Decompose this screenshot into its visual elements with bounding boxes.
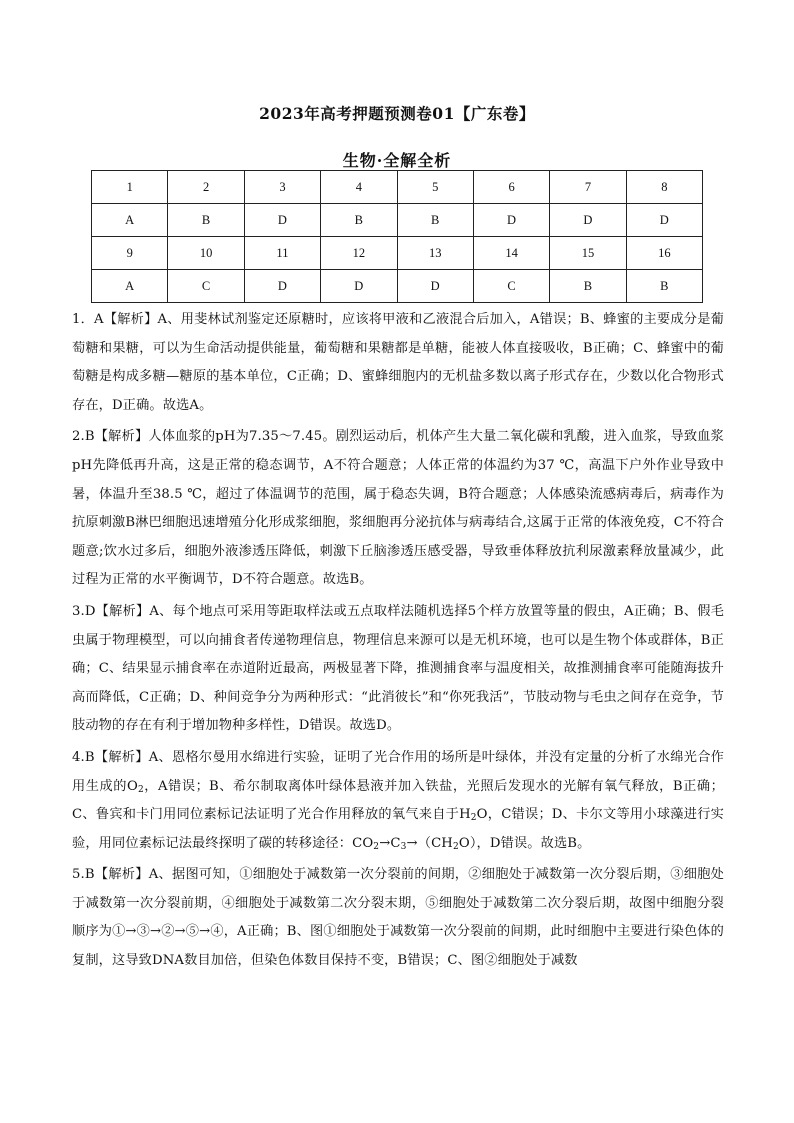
q4-sub-3: 2 xyxy=(373,841,380,852)
question-number-row xyxy=(92,237,703,270)
answer-cell: D xyxy=(626,204,702,237)
question-number-cell: 8 xyxy=(626,171,702,204)
q4-text-3: O，C错误；D、卡尔文等用小球藻进行实验，用同位素标记法最终探明了碳的转移途径：CO xyxy=(72,807,724,851)
q4-text-2: ，A错误；B、希尔制取离体叶绿体悬液并加入铁盐，光照后发现水的光解有氧气释放，B正确；C、鲁宾和卡门用同位素标记法证明了光合作用释放的氧气来自于H xyxy=(72,778,725,823)
q4-text-4: →C xyxy=(379,835,401,851)
explanations-section xyxy=(72,306,724,976)
page-subtitle: 生物·全解全析 xyxy=(342,151,452,170)
question-number-cell: 15 xyxy=(550,237,626,270)
explanation-q2: 2.B【解析】人体血浆的pH为7.35～7.45。剧烈运动后，机体产生大量二氧化碳和乳酸，进入血浆，导致血浆pH先降低再升高，这是正常的稳态调节，A不符合题意；人体正常的体温约为37 ℃，高温下户外作业导致中暑，体温升至38.5 ℃，超过了体温调节的范围，属于稳态失调，B符合题意；人体感染流感病毒后，病毒作为抗原刺激B淋巴细胞迅速增殖分化形成浆细胞，浆细胞再分泌抗体与病毒结合,这属于正常的体液免疫，C不符合题意;饮水过多后，细胞外液渗透压降低，刺激下丘脑渗透压感受器，导致垂体释放抗利尿激素释放量减少，此过程为正常的水平衡调节，D不符合题意。故选B。 xyxy=(72,429,724,588)
answer-cell: D xyxy=(321,270,397,303)
explanation-q4 xyxy=(72,744,724,858)
q4-sub-2: 2 xyxy=(470,813,477,824)
question-number-cell: 12 xyxy=(321,237,397,270)
q4-sub-5: 2 xyxy=(452,841,459,852)
answer-cell: C xyxy=(168,270,244,303)
answer-cell: A xyxy=(92,204,168,237)
question-number-cell: 16 xyxy=(626,237,702,270)
answer-table xyxy=(91,170,703,303)
question-number-cell: 14 xyxy=(473,237,549,270)
answer-cell: B xyxy=(321,204,397,237)
answer-cell: D xyxy=(397,270,473,303)
explanation-q3: 3.D【解析】A、每个地点可采用等距取样法或五点取样法随机选择5个样方放置等量的假虫，A正确；B、假毛虫属于物理模型，可以向捕食者传递物理信息，物理信息来源可以是无机环境，也可以是生物个体或群体，B正确；C、结果显示捕食率在赤道附近最高，两极显著下降，推测捕食率与温度相关，故推测捕食率可能随海拔升高而降低，C正确；D、种间竞争分为两种形式：“此消彼长”和“你死我活”，节肢动物与毛虫之间存在竞争，节肢动物的存在有利于增加物种多样性，D错误。故选D。 xyxy=(72,603,724,734)
answer-cell: C xyxy=(473,270,549,303)
answer-cell: B xyxy=(397,204,473,237)
question-number-cell: 7 xyxy=(550,171,626,204)
q4-sub-1: 2 xyxy=(137,784,144,795)
q4-text-5: →（CH xyxy=(406,835,453,851)
question-number-row xyxy=(92,171,703,204)
explanation-q5: 5.B【解析】A、据图可知，①细胞处于减数第一次分裂前的间期，②细胞处于减数第一次分裂后期，③细胞处于减数第一次分裂前期，④细胞处于减数第二次分裂末期，⑤细胞处于减数第二次分裂后期，故图中细胞分裂顺序为①→③→②→⑤→④，A正确；B、图①细胞处于减数第一次分裂前的间期，此时细胞中主要进行染色体的复制，这导致DNA数目加倍，但染色体数目保持不变，B错误；C、图②细胞处于减数 xyxy=(72,867,724,969)
answer-cell: D xyxy=(550,204,626,237)
page-title: 2023年高考押题预测卷01【广东卷】 xyxy=(259,104,535,123)
question-number-cell: 4 xyxy=(321,171,397,204)
answer-cell: B xyxy=(550,270,626,303)
q4-sub-4: 3 xyxy=(400,841,407,852)
question-number-cell: 10 xyxy=(168,237,244,270)
answer-row xyxy=(92,270,703,303)
question-number-cell: 2 xyxy=(168,171,244,204)
answer-cell: B xyxy=(168,204,244,237)
q4-text-1: 4.B【解析】A、恩格尔曼用水绵进行实验，证明了光合作用的场所是叶绿体，并没有定量的分析了水绵光合作用生成的O xyxy=(72,749,724,794)
question-number-cell: 6 xyxy=(473,171,549,204)
answer-cell: D xyxy=(244,204,320,237)
question-number-cell: 9 xyxy=(92,237,168,270)
answer-cell: D xyxy=(473,204,549,237)
answer-row xyxy=(92,204,703,237)
question-number-cell: 1 xyxy=(92,171,168,204)
explanation-q1: 1．A【解析】A、用斐林试剂鉴定还原糖时，应该将甲液和乙液混合后加入，A错误；B、蜂蜜的主要成分是葡萄糖和果糖，可以为生命活动提供能量，葡萄糖和果糖都是单糖，能被人体直接吸收，B正确；C、蜂蜜中的葡萄糖是构成多糖—糖原的基本单位，C正确；D、蜜蜂细胞内的无机盐多数以离子形式存在，少数以化合物形式存在，D正确。故选A。 xyxy=(72,312,724,413)
answer-cell: A xyxy=(92,270,168,303)
answer-cell: D xyxy=(244,270,320,303)
question-number-cell: 11 xyxy=(244,237,320,270)
question-number-cell: 13 xyxy=(397,237,473,270)
q4-text-6: O），D错误。故选B。 xyxy=(458,835,591,851)
question-number-cell: 3 xyxy=(244,171,320,204)
question-number-cell: 5 xyxy=(397,171,473,204)
answer-cell: B xyxy=(626,270,702,303)
